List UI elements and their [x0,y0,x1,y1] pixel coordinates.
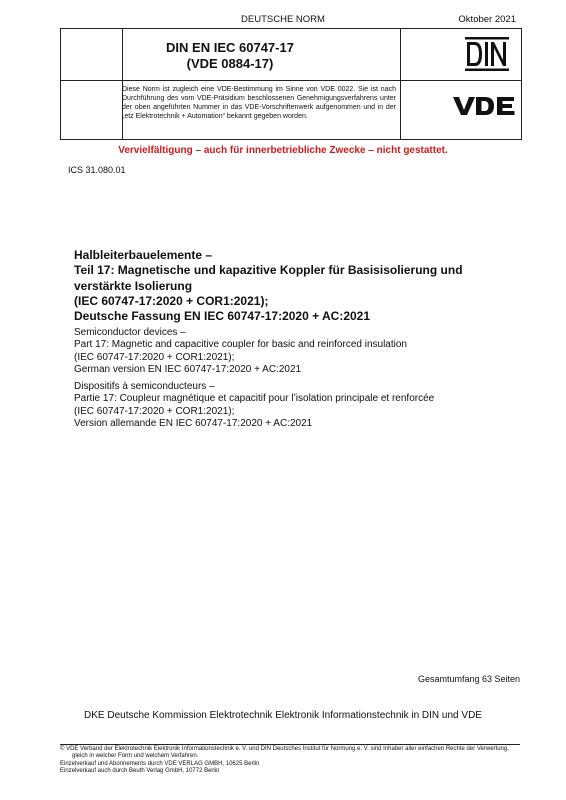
vde-classification: (VDE 0884-17) [186,56,274,71]
footer-line: gleich in welcher Form und welchem Verfahren. [72,753,199,760]
standard-number: DIN EN IEC 60747-17 [166,40,294,55]
publication-date: Oktober 2021 [458,14,516,25]
title-german-line: Deutsche Fassung EN IEC 60747-17:2020 + AC:2021 [74,309,371,324]
title-english-line: Part 17: Magnetic and capacitive coupler for basic and reinforced insulation [74,339,407,351]
din-logo [465,37,509,71]
title-english-line: German version EN IEC 60747-17:2020 + AC:2021 [74,363,302,375]
title-english-line: Semiconductor devices – [74,327,186,338]
box-divider-horizontal [60,80,521,81]
title-french-line: (IEC 60747-17:2020 + COR1:2021); [74,405,235,417]
vde-note: Diese Norm ist zugleich eine VDE-Bestimmung im Sinne von VDE 0022. Sie ist nach Durchführung des vom VDE-Präsidium beschlossenen Genehmigungsverfahrens unter der oben angeführten Nummer in das VDE-Vorschriftenwerk aufgenommen und in der „etz Elektrotechnik + Automation“ bekannt gegeben worden. [122,86,396,120]
title-german-line: Teil 17: Magnetische und kapazitive Koppler für Basisisolierung und [74,263,463,278]
title-french-line: Partie 17: Coupleur magnétique et capacitif pour l’isolation principale et renforcée [74,393,435,405]
dke-committee: DKE Deutsche Kommission Elektrotechnik Elektronik Informationstechnik in DIN und VDE [84,710,482,721]
title-english [74,327,514,376]
title-german [74,248,504,324]
title-french [74,381,514,430]
title-french-line: Version allemande EN IEC 60747-17:2020 + AC:2021 [74,417,313,429]
copyright-footer [60,746,530,776]
title-german-line: (IEC 60747-17:2020 + COR1:2021); [74,293,269,308]
footer-divider [60,744,520,745]
footer-line: © VDE Verband der Elektrotechnik Elektronik Informationstechnik e. V. und DIN Deutsches Institut für Normung e. V. sind Inhaber aller einfachen Rechte der Verwertung, [60,746,509,752]
box-divider-right [400,28,401,139]
title-french-line: Dispositifs à semiconducteurs – [74,381,215,392]
vde-logo [452,95,516,117]
footer-line: Einzelverkauf auch durch Beuth Verlag GmbH, 10772 Berlin [60,768,220,775]
total-pages: Gesamtumfang 63 Seiten [417,674,520,684]
document-type-label: DEUTSCHE NORM [241,14,325,25]
title-german-line: Halbleiterbauelemente – [74,248,213,262]
footer-line: Einzelverkauf und Abonnements durch VDE VERLAG GMBH, 10625 Berlin [60,760,260,767]
reproduction-warning: Vervielfältigung – auch für innerbetriebliche Zwecke – nicht gestattet. [118,145,448,156]
ics-code: ICS 31.080.01 [68,165,126,175]
title-german-line: verstärkte Isolierung [74,278,193,293]
title-english-line: (IEC 60747-17:2020 + COR1:2021); [74,351,235,363]
